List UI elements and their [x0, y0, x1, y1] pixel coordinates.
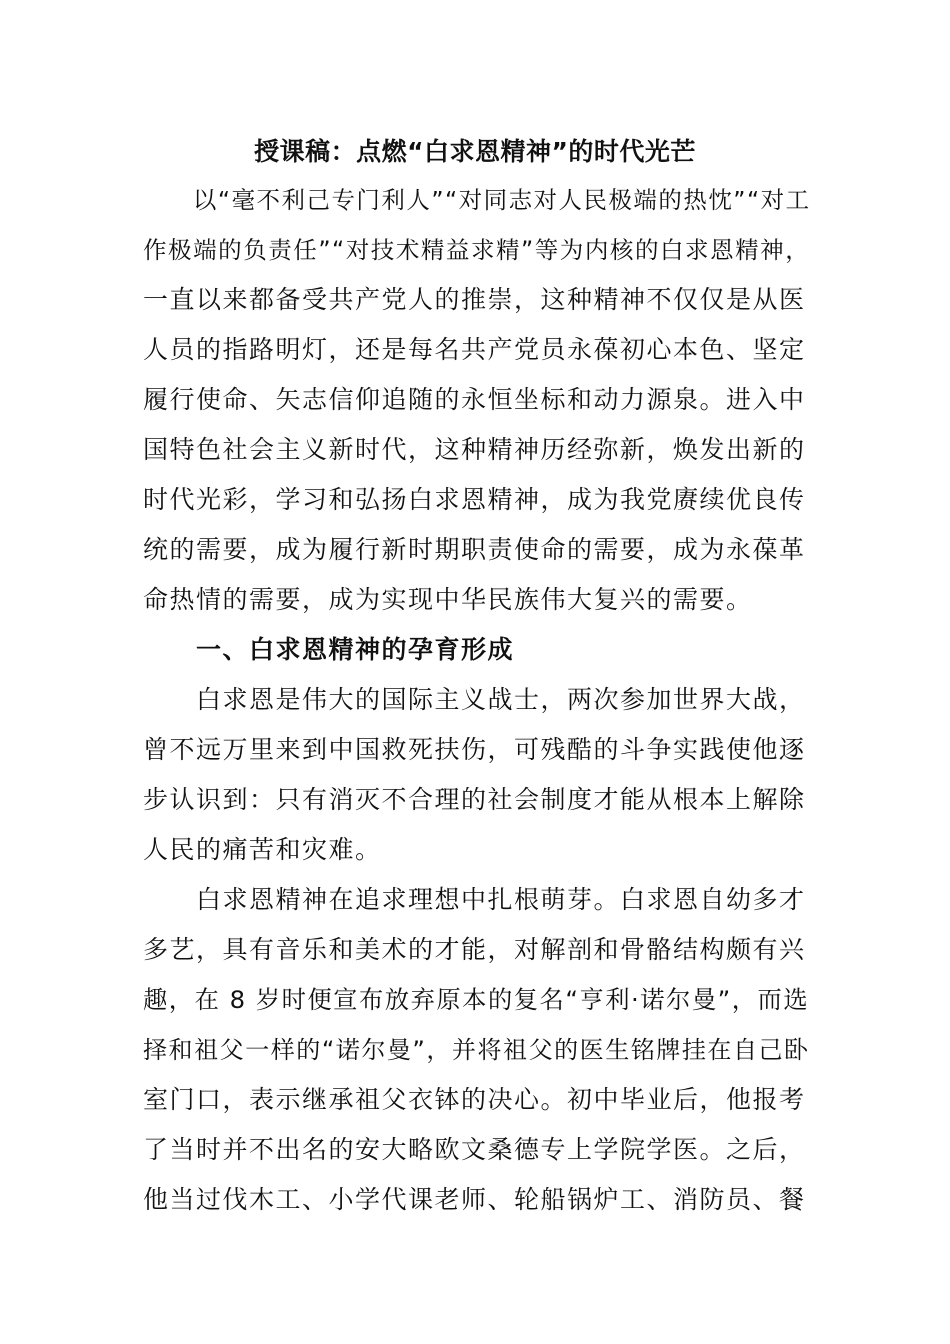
body-line: 白求恩精神在追求理想中扎根萌芽。白求恩自幼多才: [143, 885, 806, 914]
body-line: 时代光彩，学习和弘扬白求恩精神，成为我党赓续优良传: [143, 485, 806, 514]
body-line: 履行使命、矢志信仰追随的永恒坐标和动力源泉。进入中: [143, 385, 806, 414]
body-line: 国特色社会主义新时代，这种精神历经弥新，焕发出新的: [143, 435, 806, 464]
body-line: 曾不远万里来到中国救死扶伤，可残酷的斗争实践使他逐: [143, 735, 806, 764]
body-line: 命热情的需要，成为实现中华民族伟大复兴的需要。: [143, 585, 753, 614]
body-line: 人民的痛苦和灾难。: [143, 835, 382, 864]
body-line: 了当时并不出名的安大略欧文桑德专上学院学医。之后，: [143, 1135, 806, 1164]
body-line: 趣，在 8 岁时便宣布放弃原本的复名“亨利·诺尔曼”，而选: [143, 985, 810, 1014]
body-line: 择和祖父一样的“诺尔曼”，并将祖父的医生铭牌挂在自己卧: [143, 1036, 810, 1064]
body-line: 人员的指路明灯，还是每名共产党员永葆初心本色、坚定: [143, 335, 806, 364]
body-line: 步认识到：只有消灭不合理的社会制度才能从根本上解除: [143, 785, 806, 814]
body-line: 多艺，具有音乐和美术的才能，对解剖和骨骼结构颇有兴: [143, 935, 806, 964]
body-line: 作极端的负责任”“对技术精益求精”等为内核的白求恩精神，: [143, 236, 811, 264]
body-line: 白求恩是伟大的国际主义战士，两次参加世界大战，: [143, 685, 806, 714]
section-heading: 一、白求恩精神的孕育形成: [143, 635, 515, 664]
body-line: 他当过伐木工、小学代课老师、轮船锅炉工、消防员、餐: [143, 1185, 806, 1214]
body-line: 一直以来都备受共产党人的推崇，这种精神不仅仅是从医: [143, 285, 806, 314]
body-line: 以“毫不利己专门利人”“对同志对人民极端的热忱”“对工: [143, 186, 811, 214]
document-title: 授课稿：点燃“白求恩精神”的时代光芒: [254, 137, 696, 166]
body-line: 统的需要，成为履行新时期职责使命的需要，成为永葆革: [143, 535, 806, 564]
body-line: 室门口，表示继承祖父衣钵的决心。初中毕业后，他报考: [143, 1085, 806, 1114]
